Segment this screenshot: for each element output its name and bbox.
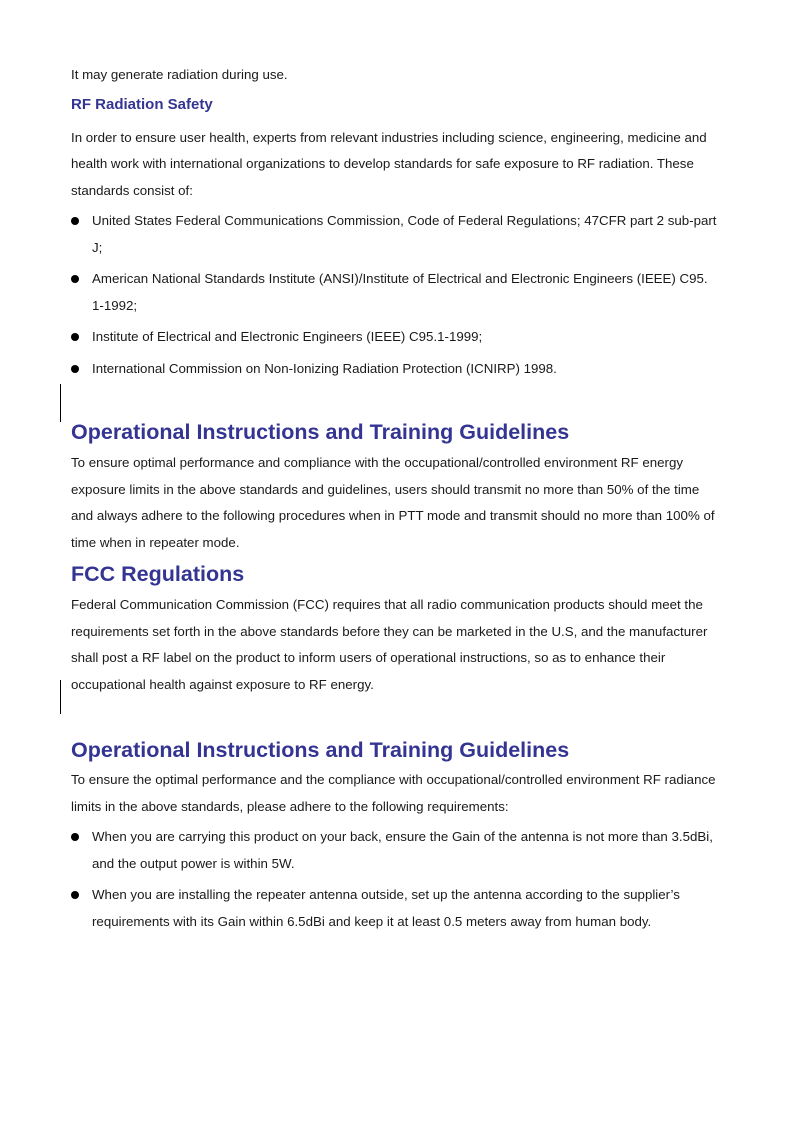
- page-content: [71, 62, 721, 940]
- requirements-list: [71, 824, 721, 935]
- standards-list: [71, 208, 721, 382]
- intro-text: It may generate radiation during use.: [71, 67, 288, 82]
- operational-paragraph-2: To ensure the optimal performance and the compliance with occupational/controlled environment RF radiance limits in the above standards, please adhere to the following requirements:: [71, 772, 716, 814]
- bullet-icon: [71, 275, 79, 283]
- bullet-icon: [71, 217, 79, 225]
- list-item: When you are carrying this product on your back, ensure the Gain of the antenna is not more than 3.5dBi, and the output power is within 5W.: [71, 824, 721, 877]
- bullet-icon: [71, 891, 79, 899]
- rf-safety-heading: RF Radiation Safety: [71, 95, 213, 113]
- operational-heading-2: Operational Instructions and Training Guidelines: [71, 738, 570, 762]
- bullet-icon: [71, 365, 79, 373]
- operational-paragraph-1: To ensure optimal performance and compliance with the occupational/controlled environment RF energy exposure limits in the above standards and guidelines, users should transmit no more than 50% of the time and always adhere to the following procedures when in PTT mode and transmit should no more than 100% of time when in repeater mode.: [71, 455, 715, 550]
- rf-safety-paragraph: In order to ensure user health, experts from relevant industries including science, engineering, medicine and health work with international organizations to develop standards for safe exposure to RF radiation. These standards consist of:: [71, 129, 707, 198]
- revision-bar: [60, 384, 61, 422]
- revision-bar: [60, 680, 61, 714]
- bullet-icon: [71, 333, 79, 341]
- list-item: Institute of Electrical and Electronic Engineers (IEEE) C95.1-1999;: [71, 324, 721, 351]
- list-item: International Commission on Non-Ionizing Radiation Protection (ICNIRP) 1998.: [71, 356, 721, 383]
- list-item: United States Federal Communications Commission, Code of Federal Regulations; 47CFR part 2 sub-part J;: [71, 208, 721, 261]
- fcc-heading: FCC Regulations: [71, 562, 245, 586]
- bullet-icon: [71, 833, 79, 841]
- list-item: When you are installing the repeater antenna outside, set up the antenna according to the supplier’s requirements with its Gain within 6.5dBi and keep it at least 0.5 meters away from human body.: [71, 882, 721, 935]
- operational-heading-1: Operational Instructions and Training Guidelines: [71, 420, 570, 444]
- list-item: American National Standards Institute (ANSI)/Institute of Electrical and Electronic Engineers (IEEE) C95. 1-1992;: [71, 266, 721, 319]
- fcc-paragraph: Federal Communication Commission (FCC) requires that all radio communication products should meet the requirements set forth in the above standards before they can be marketed in the U.S, and the manufacturer shall post a RF label on the product to inform users of operational instructions, so as to enhance their occupational health against exposure to RF energy.: [71, 597, 708, 692]
